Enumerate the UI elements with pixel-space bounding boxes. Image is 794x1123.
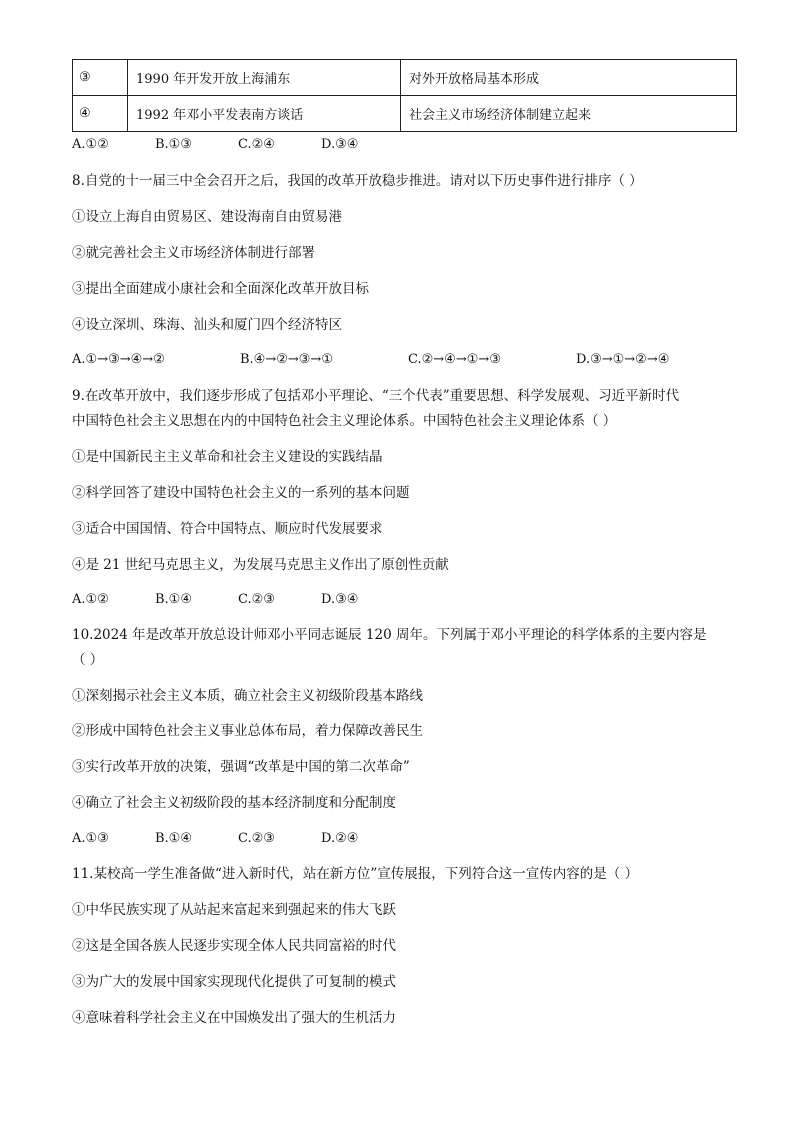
q9-option-b: B.①④ [155, 592, 192, 607]
q11-item-2: ②这是全国各族人民逐步实现全体人民共同富裕的时代 [72, 938, 396, 954]
q8-option-c: C.②→④→①→③ [408, 352, 501, 367]
q10-option-d: D.②④ [321, 831, 359, 846]
q7-option-a: A.①② [72, 137, 109, 152]
q11-item-1: ①中华民族实现了从站起来富起来到强起来的伟大飞跃 [72, 902, 396, 918]
q8-option-d: D.③→①→②→④ [576, 352, 670, 367]
q11-stem: 11.某校高一学生准备做“进入新时代，站在新方位”宣传展报，下列符合这一宣传内容的是（ ） [72, 866, 639, 882]
q10-option-a: A.①③ [72, 831, 109, 846]
q9-option-c: C.②③ [238, 592, 275, 607]
q10-stem-line-1: 10.2024 年是改革开放总设计师邓小平同志诞辰 120 周年。下列属于邓小平理论的科学体系的主要内容是 [72, 627, 707, 643]
row-number: ③ [73, 60, 128, 96]
q8-item-4: ④设立深圳、珠海、汕头和厦门四个经济特区 [72, 317, 342, 333]
q9-stem-line-2: 中国特色社会主义思想在内的中国特色社会主义理论体系。中国特色社会主义理论体系（ ） [72, 413, 617, 429]
q9-option-a: A.①② [72, 592, 109, 607]
result-cell: 社会主义市场经济体制建立起来 [401, 96, 737, 132]
row-number: ④ [73, 96, 128, 132]
q9-item-4: ④是 21 世纪马克思主义，为发展马克思主义作出了原创性贡献 [72, 557, 449, 573]
q8-item-2: ②就完善社会主义市场经济体制进行部署 [72, 245, 315, 261]
table-row [73, 60, 737, 96]
q9-option-d: D.③④ [321, 592, 359, 607]
event-cell: 1992 年邓小平发表南方谈话 [128, 96, 401, 132]
q10-option-b: B.①④ [155, 831, 192, 846]
q9-item-3: ③适合中国国情、符合中国特点、顺应时代发展要求 [72, 521, 383, 537]
q10-item-4: ④确立了社会主义初级阶段的基本经济制度和分配制度 [72, 795, 396, 811]
events-table [72, 59, 737, 132]
q10-item-3: ③实行改革开放的决策，强调“改革是中国的第二次革命” [72, 759, 410, 775]
q8-stem: 8.自党的十一届三中全会召开之后，我国的改革开放稳步推进。请对以下历史事件进行排序（ ） [72, 173, 643, 189]
q9-item-1: ①是中国新民主主义革命和社会主义建设的实践结晶 [72, 449, 383, 465]
q9-stem-line-1: 9.在改革开放中，我们逐步形成了包括邓小平理论、“三个代表”重要思想、科学发展观、习近平新时代 [72, 388, 680, 404]
q8-item-3: ③提出全面建成小康社会和全面深化改革开放目标 [72, 281, 369, 297]
q9-item-2: ②科学回答了建设中国特色社会主义的一系列的基本问题 [72, 485, 410, 501]
q7-option-c: C.②④ [238, 137, 275, 152]
q10-item-2: ②形成中国特色社会主义事业总体布局，着力保障改善民生 [72, 723, 423, 739]
q7-option-b: B.①③ [155, 137, 192, 152]
q11-item-4: ④意味着科学社会主义在中国焕发出了强大的生机活力 [72, 1010, 396, 1026]
event-cell: 1990 年开发开放上海浦东 [128, 60, 401, 96]
q8-option-a: A.①→③→④→② [72, 352, 165, 367]
q10-option-c: C.②③ [238, 831, 275, 846]
result-cell: 对外开放格局基本形成 [401, 60, 737, 96]
q10-stem-line-2: （ ） [72, 652, 104, 668]
q8-item-1: ①设立上海自由贸易区、建设海南自由贸易港 [72, 209, 342, 225]
q8-option-b: B.④→②→③→① [240, 352, 333, 367]
table-row [73, 96, 737, 132]
q7-option-d: D.③④ [321, 137, 359, 152]
q11-item-3: ③为广大的发展中国家实现现代化提供了可复制的模式 [72, 974, 396, 990]
q10-item-1: ①深刻揭示社会主义本质，确立社会主义初级阶段基本路线 [72, 688, 423, 704]
